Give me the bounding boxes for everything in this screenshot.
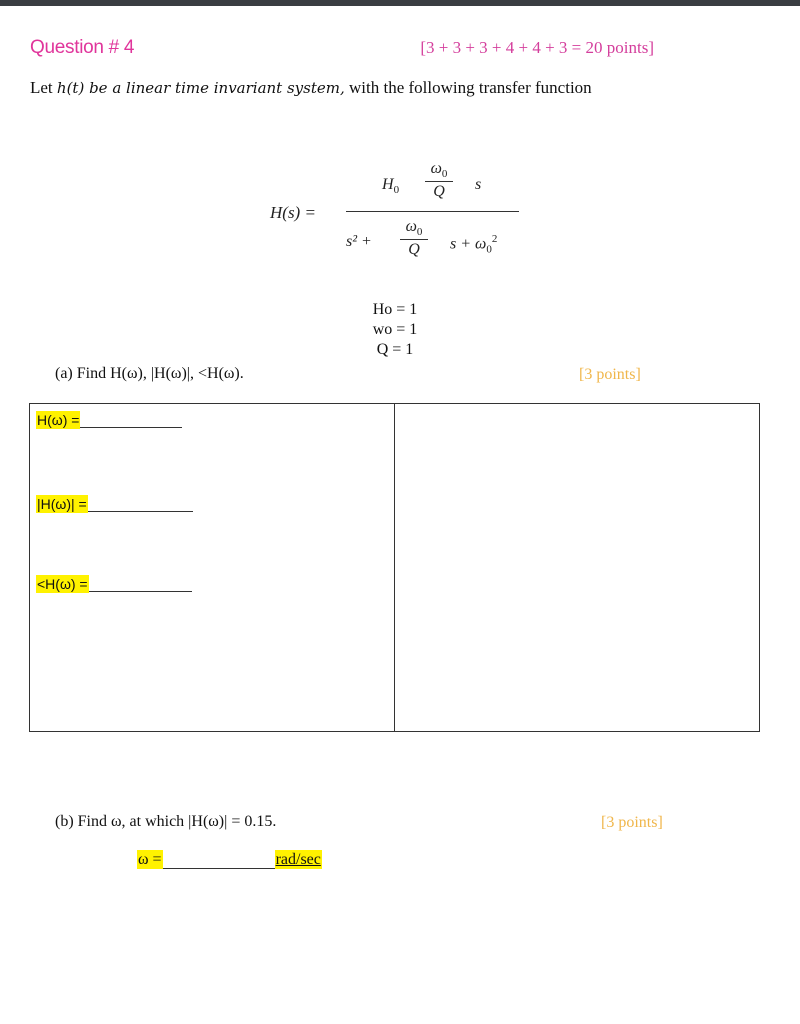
question-title: Question # 4 xyxy=(30,37,135,58)
angle-h-omega-blank[interactable] xyxy=(89,577,192,592)
eq-den-frac: $\omega_0$ Q xyxy=(400,218,428,259)
omega-unit: rad/sec xyxy=(275,851,321,868)
part-b-points: [3 points] xyxy=(601,814,663,831)
param-ho: Ho = 1 xyxy=(372,301,418,318)
eq-num-var: s xyxy=(475,176,482,193)
eq-fraction-bar xyxy=(346,211,519,212)
eq-den-s2: s² + xyxy=(346,233,372,250)
mag-h-omega-field[interactable] xyxy=(36,496,193,512)
omega-blank[interactable] xyxy=(163,854,275,869)
eq-den-tail: $s + \omega_0^2$ xyxy=(450,233,498,256)
h-omega-label: H(ω) = xyxy=(37,412,80,428)
answer-box xyxy=(29,403,760,732)
answer-box-right[interactable] xyxy=(395,404,759,731)
answer-box-left xyxy=(30,404,395,731)
part-a-prompt: (a) Find H(ω), |H(ω)|, <H(ω). xyxy=(55,365,244,382)
intro-math: h(t) be a linear time invariant system, xyxy=(56,79,345,97)
eq-num-frac: $\omega_0$ Q xyxy=(425,160,453,201)
eq-lhs: H(s) = xyxy=(270,203,316,222)
transfer-function xyxy=(270,160,530,280)
points-total: [3 + 3 + 3 + 4 + 4 + 3 = 20 points] xyxy=(420,38,654,57)
angle-h-omega-field[interactable] xyxy=(36,576,192,592)
mag-h-omega-blank[interactable] xyxy=(88,497,193,512)
angle-h-omega-label: <H(ω) = xyxy=(37,576,88,592)
omega-answer-field[interactable] xyxy=(137,851,322,869)
intro-prefix: Let xyxy=(30,78,57,97)
parameters xyxy=(340,300,450,360)
omega-label: ω = xyxy=(138,851,162,868)
h-omega-field[interactable] xyxy=(36,412,182,428)
param-wo: wo = 1 xyxy=(372,321,418,338)
intro-suffix: with the following transfer function xyxy=(344,78,592,97)
h-omega-blank[interactable] xyxy=(80,413,182,428)
intro-text xyxy=(30,78,592,98)
part-a-points: [3 points] xyxy=(579,366,641,383)
eq-num-coef: $H_0$ xyxy=(382,176,400,197)
mag-h-omega-label: |H(ω)| = xyxy=(37,496,87,512)
top-bar xyxy=(0,0,800,6)
part-b-prompt: (b) Find ω, at which |H(ω)| = 0.15. xyxy=(55,813,277,830)
param-q: Q = 1 xyxy=(376,341,414,358)
